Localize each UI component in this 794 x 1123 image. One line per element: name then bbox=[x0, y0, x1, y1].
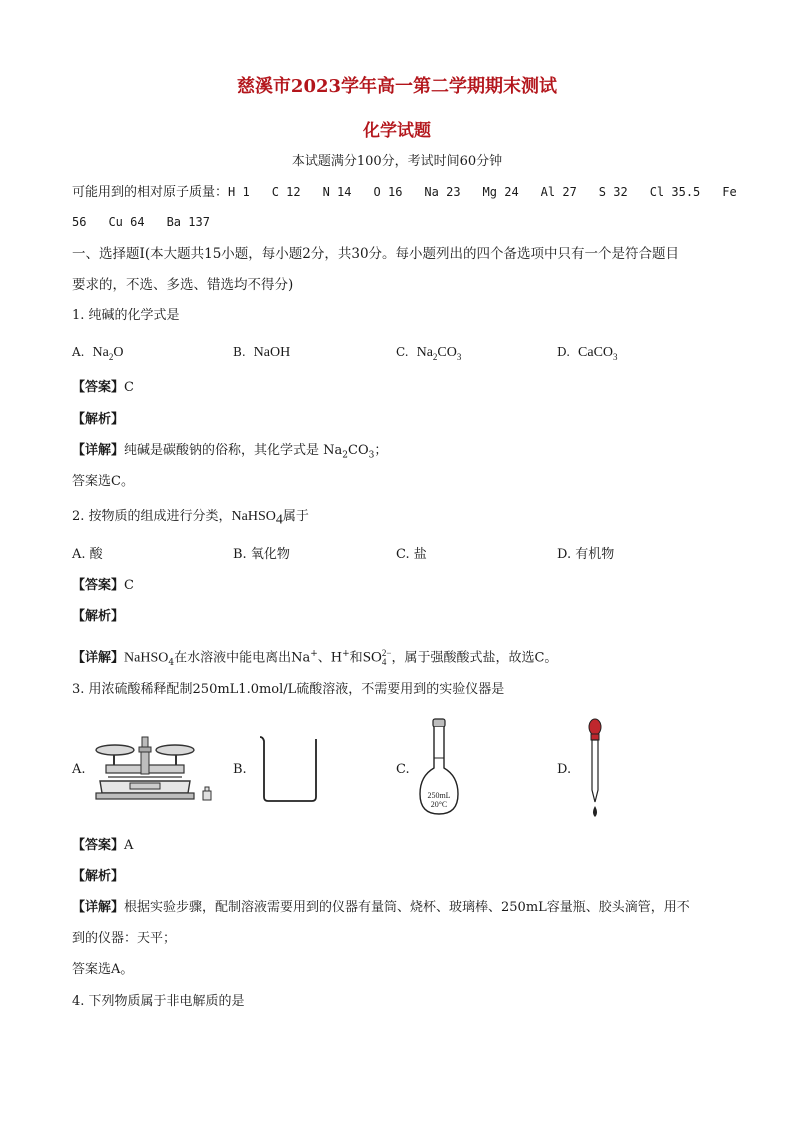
atomic-mass-item: Mg 24 bbox=[482, 185, 519, 199]
stem-text: 2. 按物质的组成进行分类， bbox=[72, 509, 232, 524]
detail-text: ，属于强酸酸式盐，故选C。 bbox=[391, 650, 558, 666]
q3-answer bbox=[72, 836, 133, 856]
stem-text: 属于 bbox=[282, 509, 309, 524]
section-header-line-2: 要求的，不选、多选、错选均不得分) bbox=[72, 277, 294, 293]
formula-subscript: 2 bbox=[432, 351, 438, 362]
atomic-masses-label: 可能用到的相对原子质量： bbox=[72, 185, 229, 200]
atomic-mass-item: Cl 35.5 bbox=[649, 185, 701, 199]
question-4-stem: 4. 下列物质属于非电解质的是 bbox=[72, 994, 245, 1009]
q1-option-b bbox=[233, 342, 290, 363]
atomic-mass-item: Ba 137 bbox=[166, 215, 210, 229]
atomic-mass-item: Fe bbox=[722, 185, 737, 199]
atomic-mass-item: Al 27 bbox=[540, 185, 577, 199]
q2-option-d: D. 有机物 bbox=[557, 547, 615, 562]
answer-label: 【答案】 bbox=[72, 380, 125, 395]
formula-superscript: 2− bbox=[381, 647, 392, 658]
detail-text: 和 bbox=[349, 650, 363, 666]
formula-part: Na bbox=[92, 345, 109, 360]
atomic-masses-line-1 bbox=[72, 182, 737, 203]
formula-part: CO bbox=[437, 345, 457, 360]
q3-detail-line-2: 到的仪器：天平； bbox=[72, 931, 177, 946]
formula-subscript: 4 bbox=[168, 657, 175, 668]
question-3-stem: 3. 用浓硫酸稀释配制250mL1.0mol/L硫酸溶液，不需要用到的实验仪器是 bbox=[72, 682, 505, 697]
flask-volume-label: 250mL bbox=[427, 791, 451, 800]
formula-part: CaCO bbox=[578, 345, 614, 360]
q1-detail bbox=[72, 441, 387, 466]
q2-answer bbox=[72, 576, 134, 596]
section-header-line-1: 一、选择题Ⅰ(本大题共15小题，每小题2分，共30分。每小题列出的四个备选项中只有一个是符合题目 bbox=[72, 246, 680, 262]
beaker-icon bbox=[258, 735, 322, 803]
exam-info: 本试题满分100分，考试时间60分钟 bbox=[291, 154, 503, 169]
answer-label: 【答案】 bbox=[72, 838, 125, 853]
detail-label: 【详解】 bbox=[72, 650, 125, 666]
balance-scale-icon bbox=[92, 733, 222, 805]
option-key: C. bbox=[396, 345, 409, 359]
answer-label: 【答案】 bbox=[72, 578, 125, 593]
option-key: A. bbox=[72, 345, 85, 359]
analysis-label: 【解析】 bbox=[72, 869, 125, 884]
formula-part: NaHSO bbox=[231, 509, 276, 524]
formula-subscript: 3 bbox=[368, 450, 375, 461]
detail-label: 【详解】 bbox=[72, 443, 125, 458]
atomic-mass-item: C 12 bbox=[271, 185, 301, 199]
question-2-stem bbox=[72, 507, 309, 531]
detail-label: 【详解】 bbox=[72, 900, 125, 915]
answer-value: A bbox=[124, 838, 134, 853]
q3-option-d-label: D. bbox=[557, 762, 572, 777]
q2-option-c: C. 盐 bbox=[396, 547, 427, 562]
q1-option-a bbox=[72, 342, 123, 367]
atomic-mass-item: Na 23 bbox=[424, 185, 461, 199]
q2-analysis bbox=[72, 607, 124, 627]
q2-detail bbox=[72, 644, 557, 673]
option-key: D. bbox=[557, 345, 571, 359]
formula-subscript: 4 bbox=[381, 656, 387, 667]
atomic-mass-item: O 16 bbox=[373, 185, 403, 199]
q2-option-a: A. 酸 bbox=[72, 547, 103, 562]
formula-subscript: 4 bbox=[275, 512, 283, 528]
subject-title: 化学试题 bbox=[363, 121, 431, 141]
formula-subscript: 2 bbox=[108, 351, 114, 362]
q3-detail-line-1 bbox=[72, 898, 690, 918]
q1-option-c bbox=[396, 342, 461, 367]
option-key: B. bbox=[233, 345, 246, 359]
q1-analysis bbox=[72, 410, 124, 430]
answer-value: C bbox=[124, 380, 134, 395]
formula-superscript: + bbox=[310, 649, 318, 659]
answer-value: C bbox=[124, 578, 134, 593]
q3-option-a-label: A. bbox=[72, 762, 86, 777]
formula-part: O bbox=[113, 345, 124, 360]
atomic-mass-item: Cu 64 bbox=[108, 215, 145, 229]
exam-title: 慈溪市2023学年高一第二学期期末测试 bbox=[236, 76, 558, 97]
q3-conclusion: 答案选A。 bbox=[72, 962, 134, 977]
q3-option-c-label: C. bbox=[396, 762, 410, 777]
formula-part: NaHSO bbox=[124, 650, 169, 666]
formula-part: NaOH bbox=[253, 345, 291, 360]
formula-part: SO bbox=[362, 649, 382, 666]
detail-text: 在水溶液中能电离出Na bbox=[174, 650, 311, 666]
atomic-mass-item: H 1 bbox=[228, 185, 250, 199]
detail-text: 根据实验步骤，配制溶液需要用到的仪器有量筒、烧杯、玻璃棒、250mL容量瓶、胶头滴管，用不 bbox=[124, 900, 690, 915]
formula-subscript: 3 bbox=[456, 351, 462, 362]
q1-option-d bbox=[557, 342, 618, 367]
question-1-stem: 1. 纯碱的化学式是 bbox=[72, 308, 180, 323]
atomic-mass-item: S 32 bbox=[598, 185, 628, 199]
formula-subscript: 3 bbox=[613, 351, 618, 362]
q2-option-b: B. 氧化物 bbox=[233, 547, 290, 562]
analysis-label: 【解析】 bbox=[72, 609, 125, 624]
atomic-mass-item: 56 bbox=[72, 215, 87, 229]
flask-temperature-label: 20°C bbox=[430, 800, 448, 809]
atomic-masses-line-2 bbox=[72, 212, 232, 233]
detail-text: CO bbox=[348, 443, 369, 458]
dropper-icon bbox=[584, 718, 606, 820]
formula-superscript: + bbox=[342, 649, 350, 659]
detail-text: ； bbox=[374, 443, 388, 458]
q1-answer bbox=[72, 378, 134, 398]
formula-part: Na bbox=[416, 345, 433, 360]
volumetric-flask-icon bbox=[418, 718, 460, 818]
q3-analysis bbox=[72, 867, 124, 887]
detail-text: 纯碱是碳酸钠的俗称，其化学式是 Na bbox=[124, 443, 343, 458]
atomic-mass-item: N 14 bbox=[322, 185, 352, 199]
detail-text: 、H bbox=[317, 650, 343, 666]
formula-subscript: 2 bbox=[342, 450, 349, 461]
q3-option-b-label: B. bbox=[233, 762, 247, 777]
analysis-label: 【解析】 bbox=[72, 412, 125, 427]
q1-conclusion: 答案选C。 bbox=[72, 474, 134, 489]
